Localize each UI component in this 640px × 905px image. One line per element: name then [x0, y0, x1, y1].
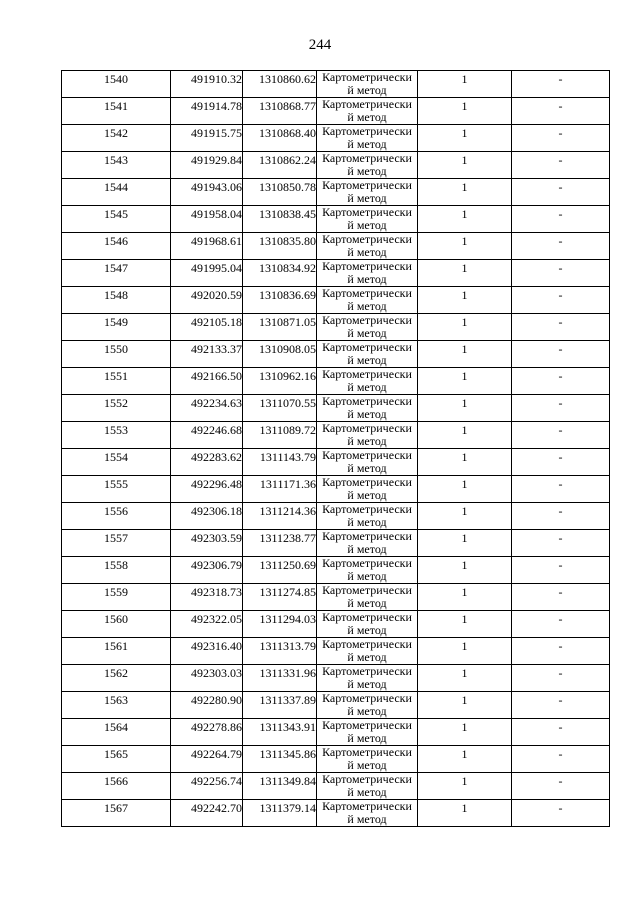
description-cell: - — [512, 71, 610, 98]
method-label-line1: Картометрически — [322, 610, 412, 624]
point-number-cell: 1557 — [62, 530, 171, 557]
y-coordinate-cell: 1311337.89 — [243, 692, 317, 719]
method-cell — [317, 422, 418, 449]
x-coordinate-cell: 492105.18 — [171, 314, 243, 341]
method-cell — [317, 314, 418, 341]
table-row — [62, 71, 610, 98]
method-label-line1: Картометрически — [322, 178, 412, 192]
method-label-line1: Картометрически — [322, 448, 412, 462]
method-label-line1: Картометрически — [322, 367, 412, 381]
point-number-cell: 1552 — [62, 395, 171, 422]
y-coordinate-cell: 1311214.36 — [243, 503, 317, 530]
point-number-cell: 1551 — [62, 368, 171, 395]
table-row — [62, 179, 610, 206]
method-cell — [317, 530, 418, 557]
accuracy-cell: 1 — [418, 773, 512, 800]
x-coordinate-cell: 492278.86 — [171, 719, 243, 746]
y-coordinate-cell: 1310868.40 — [243, 125, 317, 152]
accuracy-cell: 1 — [418, 368, 512, 395]
description-cell: - — [512, 530, 610, 557]
method-label-line1: Картометрически — [322, 70, 412, 84]
y-coordinate-cell: 1311379.14 — [243, 800, 317, 827]
y-coordinate-cell: 1310871.05 — [243, 314, 317, 341]
accuracy-cell: 1 — [418, 638, 512, 665]
y-coordinate-cell: 1310908.05 — [243, 341, 317, 368]
accuracy-cell: 1 — [418, 584, 512, 611]
accuracy-cell: 1 — [418, 287, 512, 314]
method-label-line1: Картометрически — [322, 97, 412, 111]
point-number-cell: 1554 — [62, 449, 171, 476]
y-coordinate-cell: 1311171.36 — [243, 476, 317, 503]
table-row — [62, 152, 610, 179]
table-row — [62, 314, 610, 341]
method-cell — [317, 638, 418, 665]
description-cell: - — [512, 746, 610, 773]
method-label-line1: Картометрически — [322, 421, 412, 435]
accuracy-cell: 1 — [418, 314, 512, 341]
method-label-line2: й метод — [347, 677, 387, 691]
method-cell — [317, 584, 418, 611]
point-number-cell: 1563 — [62, 692, 171, 719]
method-label-line2: й метод — [347, 650, 387, 664]
method-label-line2: й метод — [347, 191, 387, 205]
point-number-cell: 1564 — [62, 719, 171, 746]
x-coordinate-cell: 492166.50 — [171, 368, 243, 395]
method-label-line2: й метод — [347, 623, 387, 637]
method-label-line1: Картометрически — [322, 502, 412, 516]
method-label-line2: й метод — [347, 515, 387, 529]
y-coordinate-cell: 1311349.84 — [243, 773, 317, 800]
table-row — [62, 746, 610, 773]
accuracy-cell: 1 — [418, 719, 512, 746]
description-cell: - — [512, 476, 610, 503]
point-number-cell: 1546 — [62, 233, 171, 260]
y-coordinate-cell: 1311143.79 — [243, 449, 317, 476]
method-label-line2: й метод — [347, 380, 387, 394]
method-label-line2: й метод — [347, 83, 387, 97]
accuracy-cell: 1 — [418, 503, 512, 530]
description-cell: - — [512, 503, 610, 530]
y-coordinate-cell: 1310834.92 — [243, 260, 317, 287]
x-coordinate-cell: 491995.04 — [171, 260, 243, 287]
table-row — [62, 260, 610, 287]
method-label-line2: й метод — [347, 137, 387, 151]
description-cell: - — [512, 449, 610, 476]
method-cell — [317, 665, 418, 692]
method-cell — [317, 179, 418, 206]
y-coordinate-cell: 1310962.16 — [243, 368, 317, 395]
method-cell — [317, 746, 418, 773]
method-cell — [317, 125, 418, 152]
method-label-line2: й метод — [347, 245, 387, 259]
y-coordinate-cell: 1310862.24 — [243, 152, 317, 179]
accuracy-cell: 1 — [418, 665, 512, 692]
description-cell: - — [512, 368, 610, 395]
method-cell — [317, 449, 418, 476]
method-label-line1: Картометрически — [322, 259, 412, 273]
method-label-line1: Картометрически — [322, 637, 412, 651]
table-row — [62, 638, 610, 665]
table-row — [62, 422, 610, 449]
accuracy-cell: 1 — [418, 395, 512, 422]
x-coordinate-cell: 492264.79 — [171, 746, 243, 773]
method-label-line2: й метод — [347, 461, 387, 475]
method-label-line1: Картометрически — [322, 664, 412, 678]
table-row — [62, 611, 610, 638]
method-label-line1: Картометрически — [322, 151, 412, 165]
accuracy-cell: 1 — [418, 206, 512, 233]
table-row — [62, 773, 610, 800]
point-number-cell: 1541 — [62, 98, 171, 125]
table-row — [62, 395, 610, 422]
point-number-cell: 1558 — [62, 557, 171, 584]
point-number-cell: 1547 — [62, 260, 171, 287]
method-label-line1: Картометрически — [322, 394, 412, 408]
description-cell: - — [512, 179, 610, 206]
method-label-line2: й метод — [347, 596, 387, 610]
method-label-line2: й метод — [347, 218, 387, 232]
table-row — [62, 692, 610, 719]
x-coordinate-cell: 492316.40 — [171, 638, 243, 665]
y-coordinate-cell: 1311313.79 — [243, 638, 317, 665]
method-label-line2: й метод — [347, 326, 387, 340]
point-number-cell: 1559 — [62, 584, 171, 611]
accuracy-cell: 1 — [418, 611, 512, 638]
description-cell: - — [512, 692, 610, 719]
description-cell: - — [512, 260, 610, 287]
y-coordinate-cell: 1310860.62 — [243, 71, 317, 98]
x-coordinate-cell: 492280.90 — [171, 692, 243, 719]
method-label-line1: Картометрически — [322, 556, 412, 570]
y-coordinate-cell: 1310850.78 — [243, 179, 317, 206]
accuracy-cell: 1 — [418, 476, 512, 503]
point-number-cell: 1567 — [62, 800, 171, 827]
description-cell: - — [512, 800, 610, 827]
x-coordinate-cell: 492322.05 — [171, 611, 243, 638]
y-coordinate-cell: 1310838.45 — [243, 206, 317, 233]
table-row — [62, 719, 610, 746]
accuracy-cell: 1 — [418, 233, 512, 260]
method-cell — [317, 206, 418, 233]
x-coordinate-cell: 492020.59 — [171, 287, 243, 314]
method-cell — [317, 692, 418, 719]
point-number-cell: 1560 — [62, 611, 171, 638]
method-label-line1: Картометрически — [322, 772, 412, 786]
point-number-cell: 1565 — [62, 746, 171, 773]
point-number-cell: 1540 — [62, 71, 171, 98]
point-number-cell: 1544 — [62, 179, 171, 206]
point-number-cell: 1550 — [62, 341, 171, 368]
x-coordinate-cell: 491968.61 — [171, 233, 243, 260]
method-label-line1: Картометрически — [322, 529, 412, 543]
table-row — [62, 557, 610, 584]
description-cell: - — [512, 611, 610, 638]
method-label-line2: й метод — [347, 272, 387, 286]
y-coordinate-cell: 1311089.72 — [243, 422, 317, 449]
table-row — [62, 530, 610, 557]
method-label-line1: Картометрически — [322, 583, 412, 597]
x-coordinate-cell: 492246.68 — [171, 422, 243, 449]
point-number-cell: 1562 — [62, 665, 171, 692]
method-label-line1: Картометрически — [322, 286, 412, 300]
method-label-line2: й метод — [347, 488, 387, 502]
method-label-line2: й метод — [347, 164, 387, 178]
method-label-line1: Картометрически — [322, 745, 412, 759]
accuracy-cell: 1 — [418, 179, 512, 206]
point-number-cell: 1556 — [62, 503, 171, 530]
x-coordinate-cell: 492306.18 — [171, 503, 243, 530]
y-coordinate-cell: 1311345.86 — [243, 746, 317, 773]
method-label-line2: й метод — [347, 758, 387, 772]
method-cell — [317, 773, 418, 800]
point-number-cell: 1548 — [62, 287, 171, 314]
method-label-line1: Картометрически — [322, 691, 412, 705]
accuracy-cell: 1 — [418, 692, 512, 719]
x-coordinate-cell: 492242.70 — [171, 800, 243, 827]
method-cell — [317, 368, 418, 395]
description-cell: - — [512, 422, 610, 449]
y-coordinate-cell: 1311294.03 — [243, 611, 317, 638]
description-cell: - — [512, 584, 610, 611]
x-coordinate-cell: 491958.04 — [171, 206, 243, 233]
method-cell — [317, 341, 418, 368]
method-label-line1: Картометрически — [322, 205, 412, 219]
table-row — [62, 368, 610, 395]
table-row — [62, 233, 610, 260]
point-number-cell: 1553 — [62, 422, 171, 449]
method-cell — [317, 395, 418, 422]
description-cell: - — [512, 314, 610, 341]
point-number-cell: 1545 — [62, 206, 171, 233]
method-label-line2: й метод — [347, 785, 387, 799]
x-coordinate-cell: 491915.75 — [171, 125, 243, 152]
y-coordinate-cell: 1311331.96 — [243, 665, 317, 692]
description-cell: - — [512, 152, 610, 179]
method-cell — [317, 71, 418, 98]
point-number-cell: 1542 — [62, 125, 171, 152]
method-cell — [317, 260, 418, 287]
point-number-cell: 1555 — [62, 476, 171, 503]
method-cell — [317, 557, 418, 584]
point-number-cell: 1543 — [62, 152, 171, 179]
accuracy-cell: 1 — [418, 152, 512, 179]
accuracy-cell: 1 — [418, 530, 512, 557]
method-cell — [317, 611, 418, 638]
accuracy-cell: 1 — [418, 557, 512, 584]
table-row — [62, 476, 610, 503]
y-coordinate-cell: 1310836.69 — [243, 287, 317, 314]
point-number-cell: 1561 — [62, 638, 171, 665]
x-coordinate-cell: 492256.74 — [171, 773, 243, 800]
method-cell — [317, 800, 418, 827]
method-label-line2: й метод — [347, 110, 387, 124]
y-coordinate-cell: 1311070.55 — [243, 395, 317, 422]
method-cell — [317, 98, 418, 125]
method-label-line2: й метод — [347, 704, 387, 718]
method-cell — [317, 719, 418, 746]
accuracy-cell: 1 — [418, 746, 512, 773]
accuracy-cell: 1 — [418, 125, 512, 152]
x-coordinate-cell: 492283.62 — [171, 449, 243, 476]
coordinates-table-body — [62, 71, 610, 827]
y-coordinate-cell: 1311343.91 — [243, 719, 317, 746]
method-cell — [317, 287, 418, 314]
description-cell: - — [512, 341, 610, 368]
accuracy-cell: 1 — [418, 98, 512, 125]
table-row — [62, 287, 610, 314]
x-coordinate-cell: 492318.73 — [171, 584, 243, 611]
description-cell: - — [512, 557, 610, 584]
accuracy-cell: 1 — [418, 449, 512, 476]
table-row — [62, 125, 610, 152]
table-row — [62, 449, 610, 476]
point-number-cell: 1566 — [62, 773, 171, 800]
table-row — [62, 98, 610, 125]
x-coordinate-cell: 491943.06 — [171, 179, 243, 206]
description-cell: - — [512, 665, 610, 692]
accuracy-cell: 1 — [418, 422, 512, 449]
description-cell: - — [512, 395, 610, 422]
method-label-line2: й метод — [347, 731, 387, 745]
description-cell: - — [512, 206, 610, 233]
y-coordinate-cell: 1311250.69 — [243, 557, 317, 584]
y-coordinate-cell: 1310835.80 — [243, 233, 317, 260]
method-cell — [317, 503, 418, 530]
y-coordinate-cell: 1311238.77 — [243, 530, 317, 557]
description-cell: - — [512, 287, 610, 314]
y-coordinate-cell: 1310868.77 — [243, 98, 317, 125]
method-cell — [317, 476, 418, 503]
x-coordinate-cell: 492303.03 — [171, 665, 243, 692]
coordinates-table — [61, 70, 610, 827]
x-coordinate-cell: 491910.32 — [171, 71, 243, 98]
description-cell: - — [512, 638, 610, 665]
x-coordinate-cell: 492296.48 — [171, 476, 243, 503]
method-label-line2: й метод — [347, 542, 387, 556]
table-row — [62, 503, 610, 530]
accuracy-cell: 1 — [418, 71, 512, 98]
method-label-line1: Картометрически — [322, 718, 412, 732]
method-label-line2: й метод — [347, 812, 387, 826]
method-label-line2: й метод — [347, 434, 387, 448]
method-label-line1: Картометрически — [322, 799, 412, 813]
description-cell: - — [512, 719, 610, 746]
table-row — [62, 341, 610, 368]
table-row — [62, 665, 610, 692]
method-label-line1: Картометрически — [322, 124, 412, 138]
table-row — [62, 800, 610, 827]
method-label-line2: й метод — [347, 569, 387, 583]
method-cell — [317, 233, 418, 260]
description-cell: - — [512, 98, 610, 125]
method-label-line2: й метод — [347, 299, 387, 313]
page-number: 244 — [308, 37, 332, 53]
accuracy-cell: 1 — [418, 260, 512, 287]
description-cell: - — [512, 233, 610, 260]
accuracy-cell: 1 — [418, 800, 512, 827]
point-number-cell: 1549 — [62, 314, 171, 341]
x-coordinate-cell: 492234.63 — [171, 395, 243, 422]
description-cell: - — [512, 773, 610, 800]
method-label-line2: й метод — [347, 353, 387, 367]
x-coordinate-cell: 491929.84 — [171, 152, 243, 179]
accuracy-cell: 1 — [418, 341, 512, 368]
method-label-line1: Картометрически — [322, 232, 412, 246]
method-label-line1: Картометрически — [322, 475, 412, 489]
method-cell — [317, 152, 418, 179]
x-coordinate-cell: 492306.79 — [171, 557, 243, 584]
method-label-line1: Картометрически — [322, 313, 412, 327]
table-row — [62, 206, 610, 233]
x-coordinate-cell: 492133.37 — [171, 341, 243, 368]
table-row — [62, 584, 610, 611]
method-label-line1: Картометрически — [322, 340, 412, 354]
method-label-line2: й метод — [347, 407, 387, 421]
x-coordinate-cell: 491914.78 — [171, 98, 243, 125]
y-coordinate-cell: 1311274.85 — [243, 584, 317, 611]
x-coordinate-cell: 492303.59 — [171, 530, 243, 557]
description-cell: - — [512, 125, 610, 152]
